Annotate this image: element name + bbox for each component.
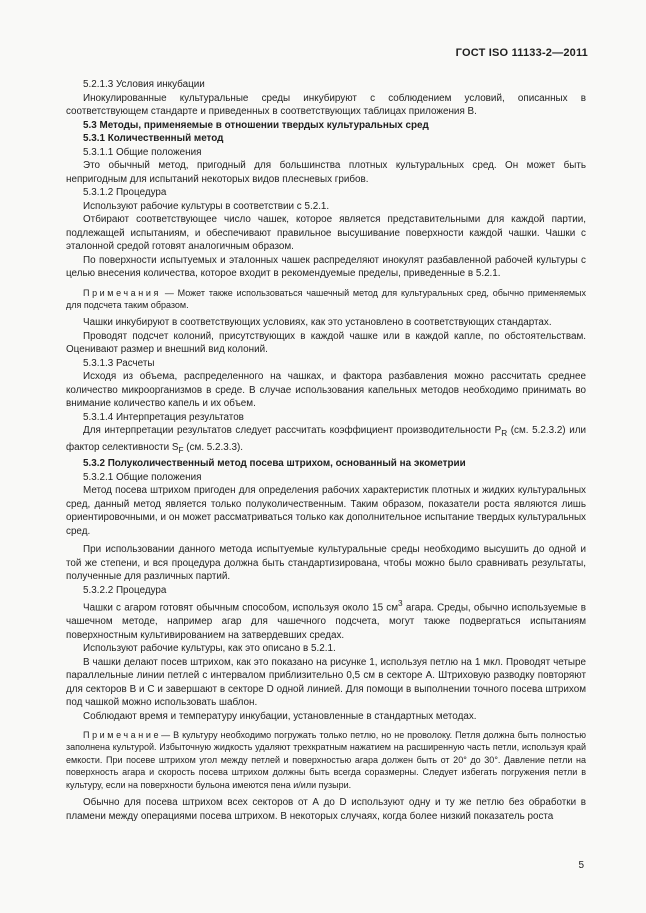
section-heading: 5.3.2.2 Процедура — [83, 584, 167, 596]
superscript: 3 — [398, 599, 403, 609]
paragraph: Используют рабочие культуры, как это описано в 5.2.1. — [83, 643, 336, 655]
section-heading: 5.3 Методы, применяемые в отношении твердых культуральных сред — [83, 119, 429, 131]
text-run: (см. 5.2.3.3). — [183, 441, 244, 453]
note-text: — В культуру необходимо погружать только петлю, но не проволоку. Петля должна быть полностью заполнена культурой. Избыточную жидкость удаляют трехкратным нажатием на расширенную часть петли, используя край емкости. При посеве штрихом угол между петлей и поверхностью агара должен быть от 20° до 30°. Давление петли на поверхность агара и скорость посева штрихом должны быть всегда соразмерны. Следует избегать погружения петли в культуру, если на поверхности бульона имеются пена и/или пузыри. — [66, 730, 586, 790]
standard-header: ГОСТ ISO 11133-2—2011 — [455, 47, 588, 59]
paragraph: При использовании данного метода испытуемые культуральные среды необходимо высушить до одной и той же степени, и вся процедура должна быть стандартизирована, чтобы можно было сравнивать результаты, полученные для различных партий. — [66, 544, 586, 583]
note — [66, 287, 586, 312]
note — [66, 729, 586, 791]
text-run: (см. 5.2.3.2) или фактор селективности S — [66, 425, 586, 453]
note-label: Примечание — [83, 730, 162, 741]
paragraph — [66, 597, 586, 642]
paragraph — [66, 424, 586, 457]
note-text: — Может также использоваться чашечный метод для культуральных сред, обычно применяемых для подсчета таким образом. — [66, 287, 586, 310]
paragraph: Чашки инкубируют в соответствующих условиях, как это установлено в соответствующих стандартах. — [83, 317, 552, 329]
paragraph: Используют рабочие культуры в соответствии с 5.2.1. — [83, 200, 330, 212]
subscript: R — [501, 429, 508, 439]
paragraph: Соблюдают время и температуру инкубации, установленные в стандартных методах. — [83, 710, 477, 722]
section-heading: 5.3.1 Количественный метод — [83, 133, 224, 144]
paragraph: По поверхности испытуемых и эталонных чашек распределяют инокулят разбавленной рабочей культуры с целью внесения количества, которое входит в рекомендуемые пределы, приведенные в 5.2.1. — [66, 254, 586, 279]
paragraph: В чашки делают посев штрихом, как это показано на рисунке 1, используя петлю на 1 мкл. Проводят четыре параллельные линии петлей с интервалом приблизительно 0,5 см в секторе А. Штриховую разводку повторяют для секторов В и С и завершают в секторе D одной линией. Для помощи в выполнении точного посева штрихом под чашкой можно использовать шаблон. — [66, 656, 586, 709]
note-label: Примечания — [83, 287, 161, 298]
section-heading: 5.2.1.3 Условия инкубации — [83, 79, 205, 90]
text-run: агара. Среды, обычно используемые в чашечном методе, например агар для чашечного подсчета, могут также подвергаться испытаниям поверхностным культивированием на затвердевших средах. — [66, 602, 586, 641]
subscript: F — [178, 445, 184, 455]
paragraph: Обычно для посева штрихом всех секторов от А до D используют одну и ту же петлю без обработки в пламени между операциями посева штрихом. В некоторых случаях, когда более низкий показатель роста — [66, 797, 586, 822]
section-heading: 5.3.1.4 Интерпретация результатов — [83, 411, 244, 423]
text-run: Чашки с агаром готовят обычным способом, используя около 15 см — [83, 602, 399, 614]
page-number: 5 — [578, 860, 584, 871]
paragraph: Это обычный метод, пригодный для большинства плотных культуральных сред. Он может быть непригодным для испытаний некоторых видов плесневых грибов. — [66, 160, 586, 185]
paragraph: Инокулированные культуральные среды инкубируют с соблюдением условий, описанных в соответствующем стандарте и приведенных в соответствующих таблицах приложения В. — [66, 92, 586, 117]
paragraph: Проводят подсчет колоний, присутствующих в каждой чашке или в каждой капле, по обстоятельствам. Оценивают размер и внешний вид колоний. — [66, 330, 586, 356]
section-heading: 5.3.1.2 Процедура — [83, 187, 167, 198]
paragraph: Отбирают соответствующее число чашек, которое является представительными для каждой партии, подлежащей испытаниям, и обеспечивают правильное высушивание поверхности каждой чашки. Чашки с эталонной средой готовят аналогичным образом. — [66, 214, 586, 252]
document-body — [66, 78, 586, 823]
paragraph: Метод посева штрихом пригоден для определения рабочих характеристик плотных и жидких культуральных сред, данный метод является только полуколичественным. Таким образом, показатели роста являются лишь ориентировочными, и он может рассматриваться только как дополнительное испытание твердых культуральных сред. — [66, 485, 586, 537]
paragraph: Исходя из объема, распределенного на чашках, и фактора разбавления можно рассчитать среднее количество микроорганизмов в среде. В случае использования капельных методов необходимо принимать во внимание количество капель и их объем. — [66, 371, 586, 410]
section-heading: 5.3.2 Полуколичественный метод посева штрихом, основанный на экометрии — [83, 458, 466, 470]
section-heading: 5.3.1.1 Общие положения — [83, 146, 202, 158]
section-heading: 5.3.2.1 Общие положения — [83, 471, 202, 483]
text-run: Для интерпретации результатов следует рассчитать коэффициент производительности P — [83, 425, 502, 437]
section-heading: 5.3.1.3 Расчеты — [83, 357, 155, 369]
